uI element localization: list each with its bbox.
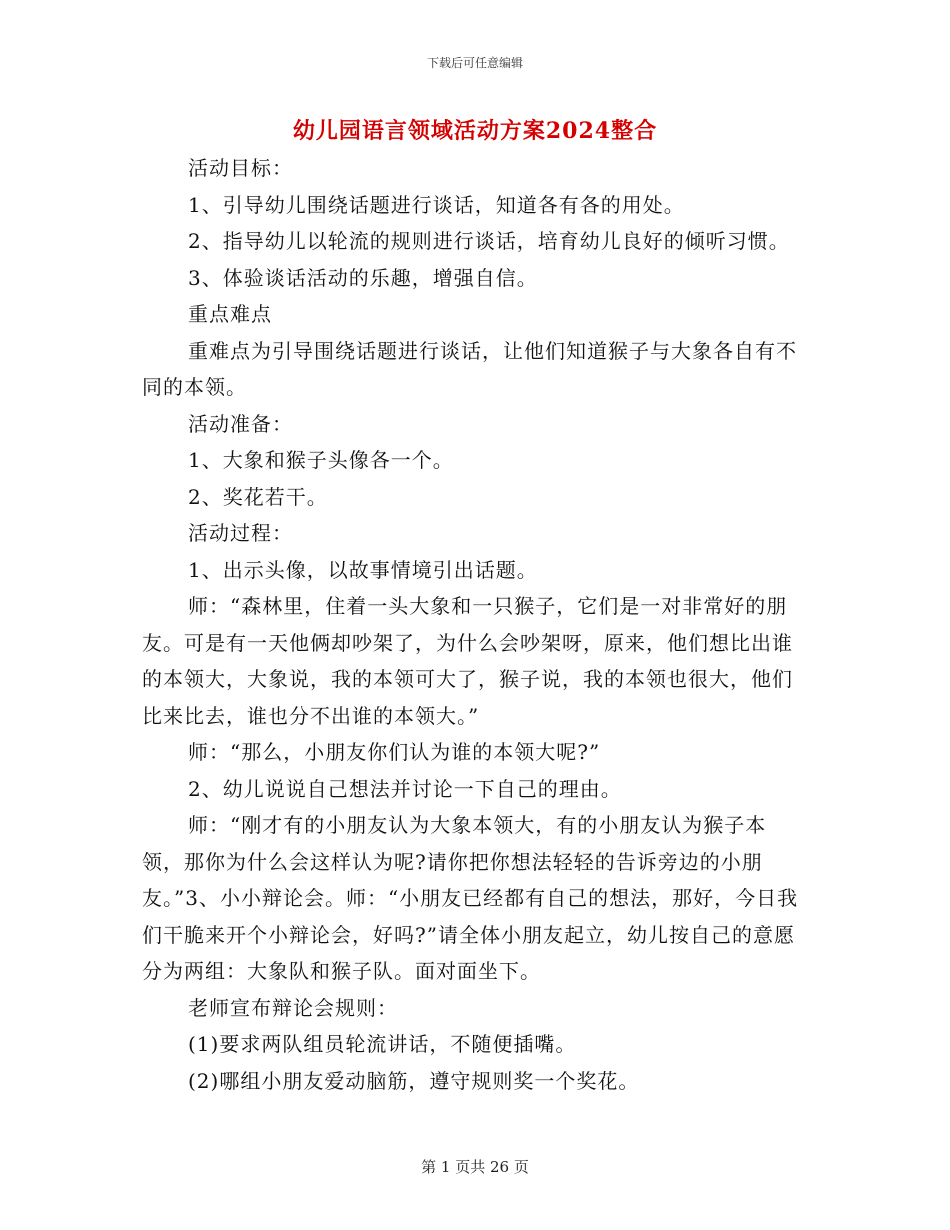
paragraph: (2)哪组小朋友爱动脑筋，遵守规则奖一个奖花。 — [188, 1068, 640, 1093]
paragraph: 活动目标： — [188, 156, 293, 180]
paragraph: 活动过程： — [188, 521, 293, 545]
paragraph: 2、指导幼儿以轮流的规则进行谈话，培育幼儿良好的倾听习惯。 — [188, 229, 790, 253]
paragraph: 活动准备： — [188, 411, 293, 436]
paragraph: 3、体验谈话活动的乐趣，增强自信。 — [188, 265, 538, 290]
paragraph: (1)要求两队组员轮流讲话，不随便插嘴。 — [188, 1032, 577, 1056]
paragraph: 重点难点 — [188, 302, 272, 326]
paragraph: 2、幼儿说说自己想法并讨论一下自己的理由。 — [188, 776, 622, 801]
paragraph: 师：“那么，小朋友你们认为谁的本领大呢?” — [188, 740, 601, 764]
paragraph: 1、出示头像，以故事情境引出话题。 — [188, 557, 538, 582]
header-note: 下载后可任意编辑 — [426, 56, 523, 70]
paragraph: 师：“刚才有的小朋友认为大象本领大，有的小朋友认为猴子本领，那你为什么会这样认为呢?请你把你想法轻轻的告诉旁边的小朋友。”3、小小辩论会。师：“小朋友已经都有自己的想法，那好，今日我们干脆来开个小辩论会，好吗?”请全体小朋友起立，幼儿按自己的意愿分为两组：大象队和猴子队。面对面坐下。 — [142, 813, 799, 983]
paragraph: 老师宣布辩论会规则： — [188, 995, 398, 1020]
paragraph: 重难点为引导围绕话题进行谈话，让他们知道猴子与大象各自有不同的本领。 — [142, 338, 797, 399]
page-number: 第 1 页共 26 页 — [421, 1158, 529, 1176]
paragraph: 1、引导幼儿围绕话题进行谈话，知道各有各的用处。 — [188, 192, 685, 217]
paragraph: 师：“森林里，住着一头大象和一只猴子，它们是一对非常好的朋友。可是有一天他俩却吵架了，为什么会吵架呀，原来，他们想比出谁的本领大，大象说，我的本领可大了，猴子说，我的本领也很大，他们比来比去，谁也分不出谁的本领大。” — [142, 594, 793, 728]
document-title: 幼儿园语言领域活动方案2024整合 — [292, 118, 658, 144]
paragraph: 2、奖花若干。 — [188, 484, 328, 509]
document-body — [142, 150, 807, 1099]
paragraph: 1、大象和猴子头像各一个。 — [188, 448, 454, 472]
